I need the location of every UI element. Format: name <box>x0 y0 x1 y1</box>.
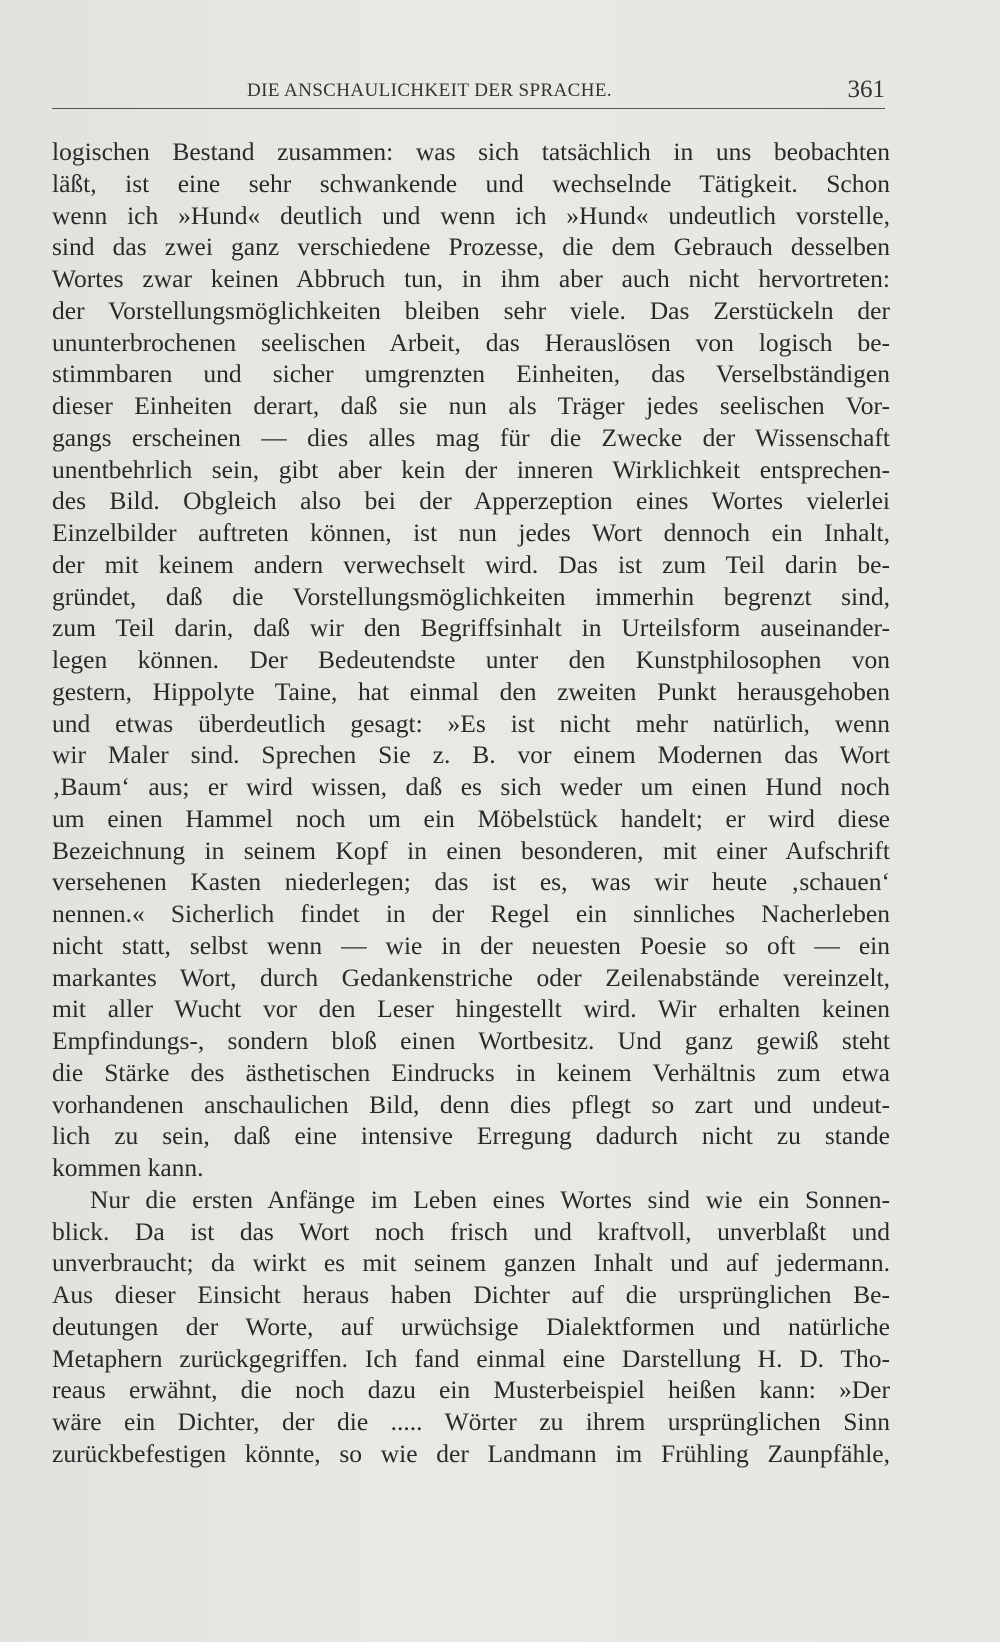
text-line: und etwas überdeutlich gesagt: »Es ist nicht mehr natürlich, wenn <box>52 708 890 738</box>
text-line: ununterbrochenen seelischen Arbeit, das Herauslösen von logisch be- <box>52 327 890 357</box>
text-line: unentbehrlich sein, gibt aber kein der inneren Wirklichkeit entsprechen- <box>52 454 890 484</box>
text-line: ‚Baum‘ aus; er wird wissen, daß es sich weder um einen Hund noch <box>52 772 890 801</box>
text-line: legen können. Der Bedeutendste unter den Kunstphilosophen von <box>52 645 890 674</box>
text-line: mit aller Wucht vor den Leser hingestellt wird. Wir erhalten keinen <box>52 994 890 1024</box>
text-line: sind das zwei ganz verschiedene Prozesse, die dem Gebrauch desselben <box>52 232 890 262</box>
text-line: Empfindungs-, sondern bloß einen Wortbesitz. Und ganz gewiß steht <box>52 1026 890 1055</box>
text-line: Aus dieser Einsicht heraus haben Dichter auf die ursprünglichen Be- <box>52 1280 890 1309</box>
text-line: gangs erscheinen — dies alles mag für die Zwecke der Wissenschaft <box>52 422 890 452</box>
running-head <box>52 76 885 110</box>
text-line: Metaphern zurückgegriffen. Ich fand einmal eine Darstellung H. D. Tho- <box>52 1343 890 1373</box>
text-line: vorhandenen anschaulichen Bild, denn dies pflegt so zart und undeut- <box>52 1089 890 1119</box>
text-line: die Stärke des ästhetischen Eindrucks in keinem Verhältnis zum etwa <box>52 1057 890 1087</box>
text-line: lich zu sein, daß eine intensive Erregung dadurch nicht zu stande <box>52 1121 890 1151</box>
text-line: versehenen Kasten niederlegen; das ist es, was wir heute ‚schauen‘ <box>52 867 890 897</box>
page-number: 361 <box>847 76 885 103</box>
text-line: reaus erwähnt, die noch dazu ein Musterbeispiel heißen kann: »Der <box>52 1375 890 1405</box>
text-line: unverbraucht; da wirkt es mit seinem ganzen Inhalt und auf jedermann. <box>52 1248 890 1278</box>
text-line: wäre ein Dichter, der die ..... Wörter zu ihrem ursprünglichen Sinn <box>52 1407 890 1436</box>
text-line: gründet, daß die Vorstellungsmöglichkeiten immerhin begrenzt sind, <box>52 581 890 611</box>
text-line: deutungen der Worte, auf urwüchsige Dialektformen und natürliche <box>52 1311 890 1341</box>
text-line: Bezeichnung in seinem Kopf in einen besonderen, mit einer Aufschrift <box>52 835 890 865</box>
body-text <box>52 136 890 1470</box>
text-line: um einen Hammel noch um ein Möbelstück handelt; er wird diese <box>52 803 890 833</box>
text-line: gestern, Hippolyte Taine, hat einmal den zweiten Punkt herausgehoben <box>52 676 890 706</box>
text-line: stimmbaren und sicher umgrenzten Einheiten, das Verselbständigen <box>52 359 890 389</box>
text-line: markantes Wort, durch Gedankenstriche oder Zeilenabstände vereinzelt, <box>52 962 890 992</box>
text-line: des Bild. Obgleich also bei der Apperzeption eines Wortes vielerlei <box>52 486 890 516</box>
header-rule <box>52 108 885 109</box>
text-line: wenn ich »Hund« deutlich und wenn ich »Hund« undeutlich vorstelle, <box>52 200 890 230</box>
text-line: wir Maler sind. Sprechen Sie z. B. vor einem Modernen das Wort <box>52 740 890 770</box>
text-line: der Vorstellungsmöglichkeiten bleiben sehr viele. Das Zerstückeln der <box>52 295 890 325</box>
text-line: dieser Einheiten derart, daß sie nun als Träger jedes seelischen Vor- <box>52 391 890 420</box>
text-line: zurückbefestigen könnte, so wie der Landmann im Frühling Zaunpfähle, <box>52 1438 890 1468</box>
paragraph-first-line: Nur die ersten Anfänge im Leben eines Wortes sind wie ein Sonnen- <box>90 1184 890 1214</box>
text-line: der mit keinem andern verwechselt wird. Das ist zum Teil darin be- <box>52 549 890 579</box>
text-line: logischen Bestand zusammen: was sich tatsächlich in uns beobachten <box>52 137 890 166</box>
running-head-title: DIE ANSCHAULICHKEIT DER SPRACHE. <box>247 80 613 101</box>
text-line: Wortes zwar keinen Abbruch tun, in ihm aber auch nicht hervortreten: <box>52 264 890 293</box>
text-line: läßt, ist eine sehr schwankende und wechselnde Tätigkeit. Schon <box>52 168 890 198</box>
text-line: nicht statt, selbst wenn — wie in der neuesten Poesie so oft — ein <box>52 930 890 960</box>
text-line: zum Teil darin, daß wir den Begriffsinhalt in Urteilsform auseinander- <box>52 613 890 643</box>
text-line: blick. Da ist das Wort noch frisch und kraftvoll, unverblaßt und <box>52 1216 890 1246</box>
text-line: Einzelbilder auftreten können, ist nun jedes Wort dennoch ein Inhalt, <box>52 518 890 547</box>
paragraph-last-line: kommen kann. <box>52 1153 204 1182</box>
text-line: nennen.« Sicherlich findet in der Regel ein sinnliches Nacherleben <box>52 899 890 928</box>
